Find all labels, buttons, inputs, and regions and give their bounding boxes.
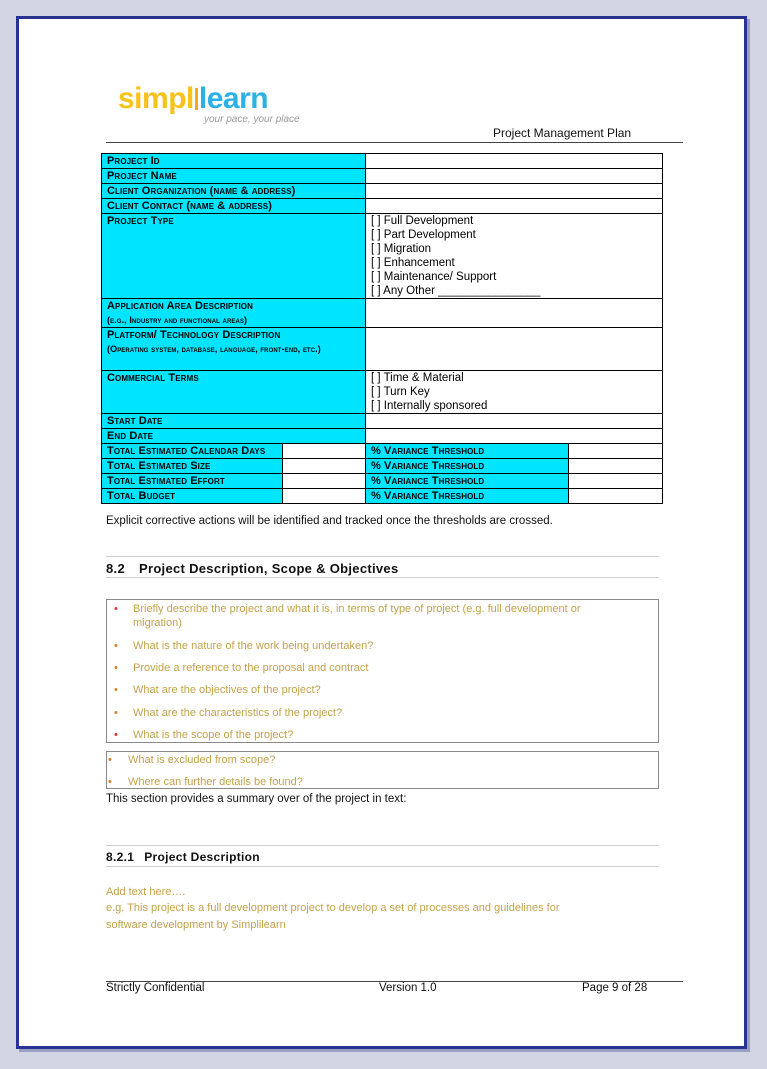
section-8-2-1-heading — [106, 850, 260, 864]
bullet-icon: • — [114, 640, 118, 652]
value-end-date[interactable] — [366, 429, 663, 444]
bullet-icon: • — [114, 707, 118, 719]
guide-item-1-cont: migration) — [133, 617, 182, 629]
option-turn-key[interactable]: [ ] Turn Key — [371, 386, 430, 398]
value-project-type — [366, 214, 663, 299]
logo-bar — [195, 88, 198, 110]
guide-item-5-text: What are the characteristics of the project? — [133, 707, 343, 719]
section-8-2-number: 8.2 — [106, 561, 125, 576]
placeholder-text-1: Add text here…. — [106, 886, 186, 898]
bullet-icon: • — [114, 603, 118, 615]
label-variance-effort: % Variance Threshold — [366, 474, 569, 489]
option-time-material[interactable]: [ ] Time & Material — [371, 372, 464, 384]
section-8-2-1-title: Project Description — [144, 850, 260, 864]
option-internally-sponsored[interactable]: [ ] Internally sponsored — [371, 400, 488, 412]
guide-item-6-text: What is the scope of the project? — [133, 729, 294, 741]
value-application-area[interactable] — [366, 299, 663, 328]
header-divider — [106, 142, 683, 143]
value-estimated-size[interactable] — [283, 459, 366, 474]
value-variance-calendar-days[interactable] — [569, 444, 663, 459]
option-maintenance-support[interactable]: [ ] Maintenance/ Support — [371, 271, 497, 283]
logo-tagline: your pace, your place — [204, 114, 300, 125]
guide-item-6 — [114, 728, 294, 742]
option-migration[interactable]: [ ] Migration — [371, 243, 432, 255]
section-8-2-1-top-rule — [106, 845, 659, 846]
logo-text-part-1: simpl — [118, 82, 194, 115]
option-enhancement[interactable]: [ ] Enhancement — [371, 257, 455, 269]
value-total-budget[interactable] — [283, 489, 366, 504]
label-project-id: Project Id — [102, 154, 366, 169]
guide-item-5 — [114, 706, 343, 720]
label-variance-budget: % Variance Threshold — [366, 489, 569, 504]
value-client-contact[interactable] — [366, 199, 663, 214]
section-8-2-top-rule — [106, 556, 659, 557]
label-client-contact: Client Contact (name & address) — [102, 199, 366, 214]
value-calendar-days[interactable] — [283, 444, 366, 459]
value-project-name[interactable] — [366, 169, 663, 184]
guide-item-3-text: Provide a reference to the proposal and contract — [133, 662, 369, 674]
guide-item-1-text: Briefly describe the project and what it is, in terms of type of project (e.g. full development or — [133, 603, 581, 615]
guide-item-8-text: Where can further details be found? — [128, 776, 303, 788]
bullet-icon: • — [114, 729, 118, 741]
value-estimated-effort[interactable] — [283, 474, 366, 489]
header-title: Project Management Plan — [493, 126, 632, 140]
bullet-icon: • — [108, 754, 112, 766]
guide-item-4 — [114, 683, 321, 697]
section-summary: This section provides a summary over of the project in text: — [106, 793, 407, 805]
bullet-icon: • — [114, 662, 118, 674]
section-8-2-heading — [106, 561, 398, 576]
option-full-development[interactable]: [ ] Full Development — [371, 215, 474, 227]
label-variance-size: % Variance Threshold — [366, 459, 569, 474]
label-application-area-title: Application Area Description — [107, 300, 253, 312]
label-platform-title: Platform/ Technology Description — [107, 329, 281, 341]
placeholder-text-3: software development by Simplilearn — [106, 919, 286, 931]
project-info-table — [101, 153, 663, 504]
footer-version: Version 1.0 — [379, 982, 437, 994]
label-total-budget: Total Budget — [102, 489, 283, 504]
guide-item-2-text: What is the nature of the work being undertaken? — [133, 640, 374, 652]
value-platform-technology[interactable] — [366, 328, 663, 371]
label-estimated-effort: Total Estimated Effort — [102, 474, 283, 489]
label-project-type: Project Type — [102, 214, 366, 299]
value-commercial-terms — [366, 371, 663, 414]
label-estimated-size: Total Estimated Size — [102, 459, 283, 474]
label-calendar-days: Total Estimated Calendar Days — [102, 444, 283, 459]
value-start-date[interactable] — [366, 414, 663, 429]
threshold-note: Explicit corrective actions will be identified and tracked once the thresholds are crossed. — [106, 515, 553, 527]
guide-item-7-text: What is excluded from scope? — [128, 754, 276, 766]
option-part-development[interactable]: [ ] Part Development — [371, 229, 476, 241]
value-client-organization[interactable] — [366, 184, 663, 199]
placeholder-text-2: e.g. This project is a full development project to develop a set of processes and guidelines for — [106, 902, 560, 914]
label-application-area — [102, 299, 366, 328]
bullet-icon: • — [108, 776, 112, 788]
value-variance-budget[interactable] — [569, 489, 663, 504]
label-end-date: End Date — [102, 429, 366, 444]
guide-item-4-text: What are the objectives of the project? — [133, 684, 321, 696]
simplilearn-logo — [118, 82, 300, 125]
logo-text-part-2: learn — [198, 82, 269, 115]
bullet-icon: • — [114, 684, 118, 696]
label-application-area-sub: (e.g., Industry and functional areas) — [107, 315, 248, 325]
value-variance-effort[interactable] — [569, 474, 663, 489]
option-any-other[interactable]: [ ] Any Other ________________ — [371, 285, 541, 297]
label-commercial-terms: Commercial Terms — [102, 371, 366, 414]
section-8-2-bottom-rule — [106, 577, 659, 578]
label-start-date: Start Date — [102, 414, 366, 429]
value-variance-size[interactable] — [569, 459, 663, 474]
value-project-id[interactable] — [366, 154, 663, 169]
guide-item-3 — [114, 661, 369, 675]
guide-item-8 — [108, 775, 303, 789]
footer-confidential: Strictly Confidential — [106, 982, 205, 994]
footer-page-number: Page 9 of 28 — [582, 982, 648, 994]
guide-item-2 — [114, 639, 374, 653]
label-variance-calendar-days: % Variance Threshold — [366, 444, 569, 459]
label-project-name: Project Name — [102, 169, 366, 184]
guide-item-7 — [108, 753, 276, 767]
guide-item-1 — [114, 602, 581, 616]
label-platform-sub: (Operating system, database, language, front-end, etc.) — [107, 344, 321, 354]
label-platform-technology — [102, 328, 366, 371]
label-client-organization: Client Organization (name & address) — [102, 184, 366, 199]
section-8-2-1-number: 8.2.1 — [106, 850, 135, 864]
section-8-2-1-bottom-rule — [106, 866, 659, 867]
section-8-2-title: Project Description, Scope & Objectives — [138, 561, 399, 576]
